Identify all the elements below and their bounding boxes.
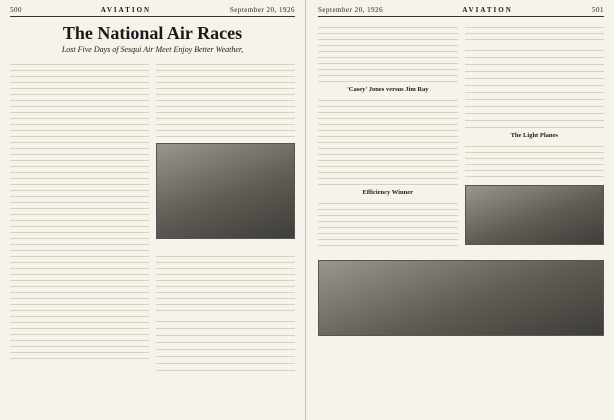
- table-cell: [558, 79, 605, 86]
- table-row: [156, 350, 295, 357]
- photo-caption: [465, 247, 605, 253]
- photo-caption: [156, 241, 295, 247]
- table-cell: [558, 114, 605, 121]
- table-row: [465, 86, 605, 93]
- table-row: [156, 364, 295, 371]
- light-plane-photo: [465, 185, 605, 245]
- table-cell: [156, 364, 202, 371]
- airplane-photo: [318, 260, 604, 336]
- body-text: [318, 198, 458, 248]
- portrait-photo: [156, 143, 295, 239]
- table-cell: [202, 350, 248, 357]
- right-columns: [318, 22, 604, 257]
- table-row: [465, 114, 605, 121]
- right-column-2: [465, 22, 605, 257]
- right-running-header: [318, 6, 604, 17]
- table-cell: [558, 93, 605, 100]
- table-cell: [249, 336, 295, 343]
- table-cell: [465, 93, 512, 100]
- table-row: [465, 65, 605, 72]
- table-cell: [558, 107, 605, 114]
- table-cell: [558, 72, 605, 79]
- body-text: [318, 95, 458, 185]
- table-cell: [511, 93, 558, 100]
- table-cell: [249, 350, 295, 357]
- table-cell: [511, 121, 558, 128]
- table-cell: [511, 114, 558, 121]
- left-column-2: [156, 59, 295, 375]
- table-row: [156, 329, 295, 336]
- table-cell: [156, 336, 202, 343]
- right-page: [308, 0, 614, 420]
- table-row: [156, 336, 295, 343]
- table-cell: [465, 51, 512, 58]
- body-text: [318, 22, 458, 82]
- table-cell: [465, 72, 512, 79]
- table-cell: [202, 343, 248, 350]
- table-cell: [558, 121, 605, 128]
- table-cell: [511, 100, 558, 107]
- left-issue-date: September 20, 1926: [229, 6, 295, 14]
- right-issue-date: September 20, 1926: [318, 6, 384, 14]
- table-cell: [156, 322, 202, 329]
- table-cell: [156, 350, 202, 357]
- table-cell: [156, 357, 202, 364]
- body-text: [465, 141, 605, 181]
- table-row: [156, 343, 295, 350]
- table-cell: [511, 58, 558, 65]
- table-row: [465, 79, 605, 86]
- section-heading-1: 'Casey' Jones versus Jim Ray: [346, 86, 429, 93]
- table-row: [465, 72, 605, 79]
- body-text: [156, 59, 295, 139]
- right-page-number: 501: [592, 6, 604, 14]
- section-heading-3: The Light Planes: [510, 132, 558, 139]
- table-cell: [202, 322, 248, 329]
- table-cell: [465, 121, 512, 128]
- left-column-1: [10, 59, 149, 375]
- table-row: [465, 100, 605, 107]
- table-row: [465, 58, 605, 65]
- table-cell: [202, 336, 248, 343]
- table-cell: [465, 58, 512, 65]
- table-cell: [465, 86, 512, 93]
- left-page: [0, 0, 306, 420]
- table-cell: [511, 79, 558, 86]
- left-magazine-name: AVIATION: [100, 6, 152, 14]
- table-row: [465, 51, 605, 58]
- table-cell: [202, 329, 248, 336]
- table-intro: [465, 22, 605, 40]
- body-text: [10, 59, 149, 359]
- left-columns: [10, 59, 295, 375]
- right-magazine-name: AVIATION: [462, 6, 513, 14]
- table-row: [465, 121, 605, 128]
- table-row: [465, 107, 605, 114]
- article-title: The National Air Races: [62, 23, 243, 43]
- table-row: [156, 357, 295, 364]
- photo-caption: [318, 338, 604, 344]
- table-cell: [249, 343, 295, 350]
- table-cell: [465, 65, 512, 72]
- table-cell: [202, 364, 248, 371]
- table-cell: [558, 100, 605, 107]
- table-cell: [249, 322, 295, 329]
- table-cell: [465, 107, 512, 114]
- table-cell: [249, 329, 295, 336]
- table-cell: [249, 364, 295, 371]
- table-cell: [202, 357, 248, 364]
- table-cell: [465, 100, 512, 107]
- table-cell: [558, 86, 605, 93]
- table-row: [465, 93, 605, 100]
- table-cell: [156, 343, 202, 350]
- body-text: [156, 251, 295, 311]
- table-cell: [511, 86, 558, 93]
- table-cell: [511, 51, 558, 58]
- table-cell: [558, 65, 605, 72]
- table-cell: [511, 65, 558, 72]
- table-cell: [511, 72, 558, 79]
- table-cell: [558, 51, 605, 58]
- left-page-number: 500: [10, 6, 22, 14]
- article-subtitle: Lost Five Days of Sesqui Air Meet Enjoy Better Weather,: [61, 45, 244, 54]
- results-table: [156, 315, 295, 371]
- table-cell: [465, 79, 512, 86]
- section-heading-2: Efficiency Winner: [362, 189, 413, 196]
- table-cell: [465, 114, 512, 121]
- table-row: [156, 322, 295, 329]
- table-cell: [156, 329, 202, 336]
- right-column-1: [318, 22, 458, 257]
- table-cell: [511, 107, 558, 114]
- table-cell: [249, 357, 295, 364]
- table-cell: [558, 58, 605, 65]
- results-table: [465, 44, 605, 128]
- left-running-header: [10, 6, 295, 17]
